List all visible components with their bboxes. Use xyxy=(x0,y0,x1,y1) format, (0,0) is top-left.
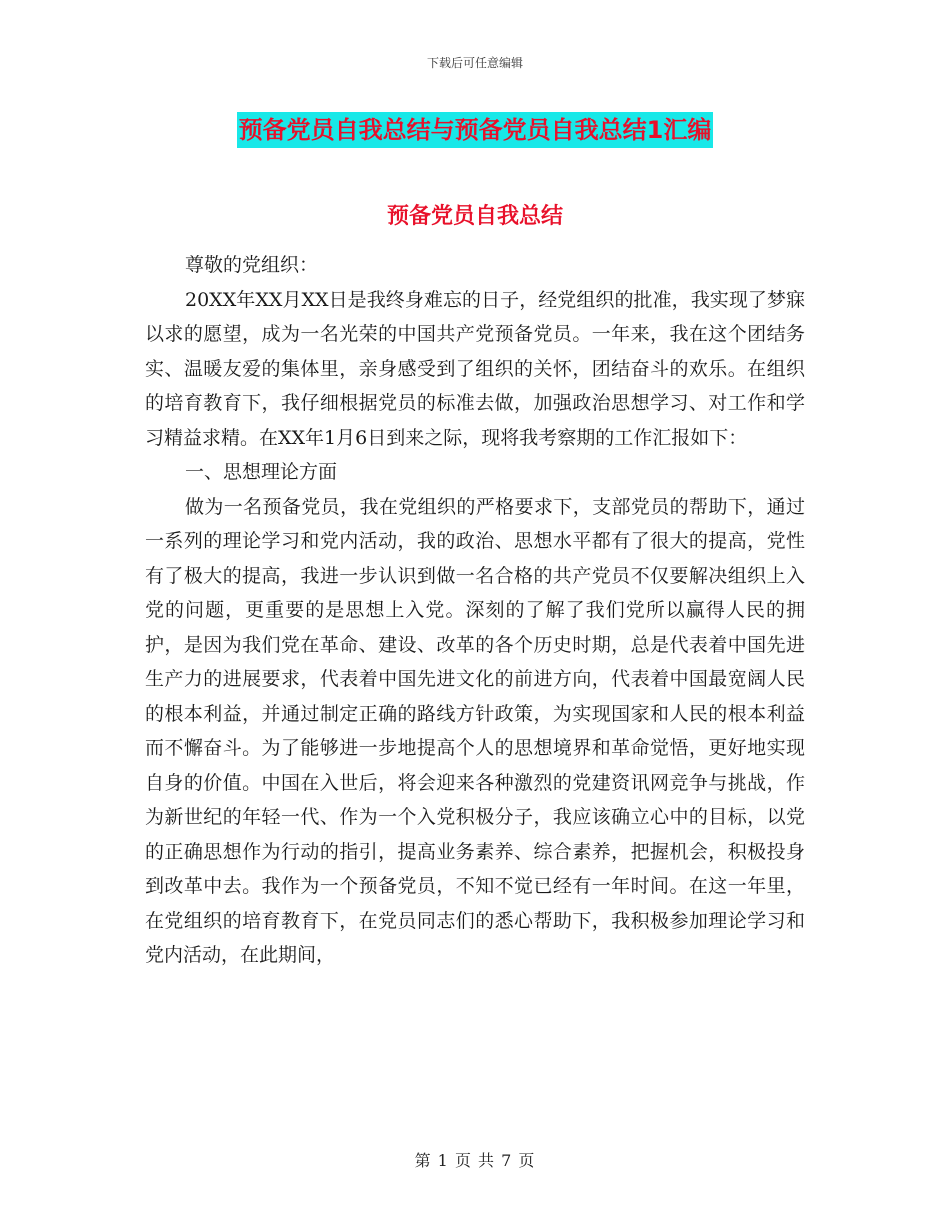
paragraph-thought-theory: 做为一名预备党员，我在党组织的严格要求下，支部党员的帮助下，通过一系列的理论学习和党内活动，我的政治、思想水平都有了很大的提高，党性有了极大的提高，我进一步认识到做一名合格的共产党员不仅要解决组织上入党的问题，更重要的是思想上入党。深刻的了解了我们党所以赢得人民的拥护，是因为我们党在革命、建设、改革的各个历史时期，总是代表着中国先进生产力的进展要求，代表着中国先进文化的前进方向，代表着中国最宽阔人民的根本利益，并通过制定正确的路线方针政策，为实现国家和人民的根本利益而不懈奋斗。为了能够进一步地提高个人的思想境界和革命觉悟，更好地实现自身的价值。中国在入世后，将会迎来各种激烈的党建资讯网竞争与挑战，作为新世纪的年轻一代、作为一个入党积极分子，我应该确立心中的目标，以党的正确思想作为行动的指引，提高业务素养、综合素养，把握机会，积极投身到改革中去。我作为一个预备党员，不知不觉已经有一年时间。在这一年里，在党组织的培育教育下，在党员同志们的悉心帮助下，我积极参加理论学习和党内活动，在此期间， xyxy=(145,495,805,966)
section-title: 预备党员自我总结 xyxy=(386,204,563,229)
salutation: 尊敬的党组织： xyxy=(185,254,319,276)
header-note: 下载后可任意编辑 xyxy=(426,56,523,70)
paragraph-heading-1: 一、思想理论方面 xyxy=(185,461,338,483)
main-title-text: 预备党员自我总结与预备党员自我总结1汇编 xyxy=(237,112,714,148)
main-title xyxy=(0,112,950,148)
document-body xyxy=(145,220,805,973)
page-number: 第 1 页 共 7 页 xyxy=(414,1151,536,1170)
paragraph-intro: 20XX年XX月XX日是我终身难忘的日子，经党组织的批准，我实现了梦寐以求的愿望，成为一名光荣的中国共产党预备党员。一年来，我在这个团结务实、温暖友爱的集体里，亲身感受到了组织的关怀，团结奋斗的欢乐。在组织的培育教育下，我仔细根据党员的标准去做，加强政治思想学习、对工作和学习精益求精。在XX年1月6日到来之际，现将我考察期的工作汇报如下： xyxy=(145,288,805,449)
